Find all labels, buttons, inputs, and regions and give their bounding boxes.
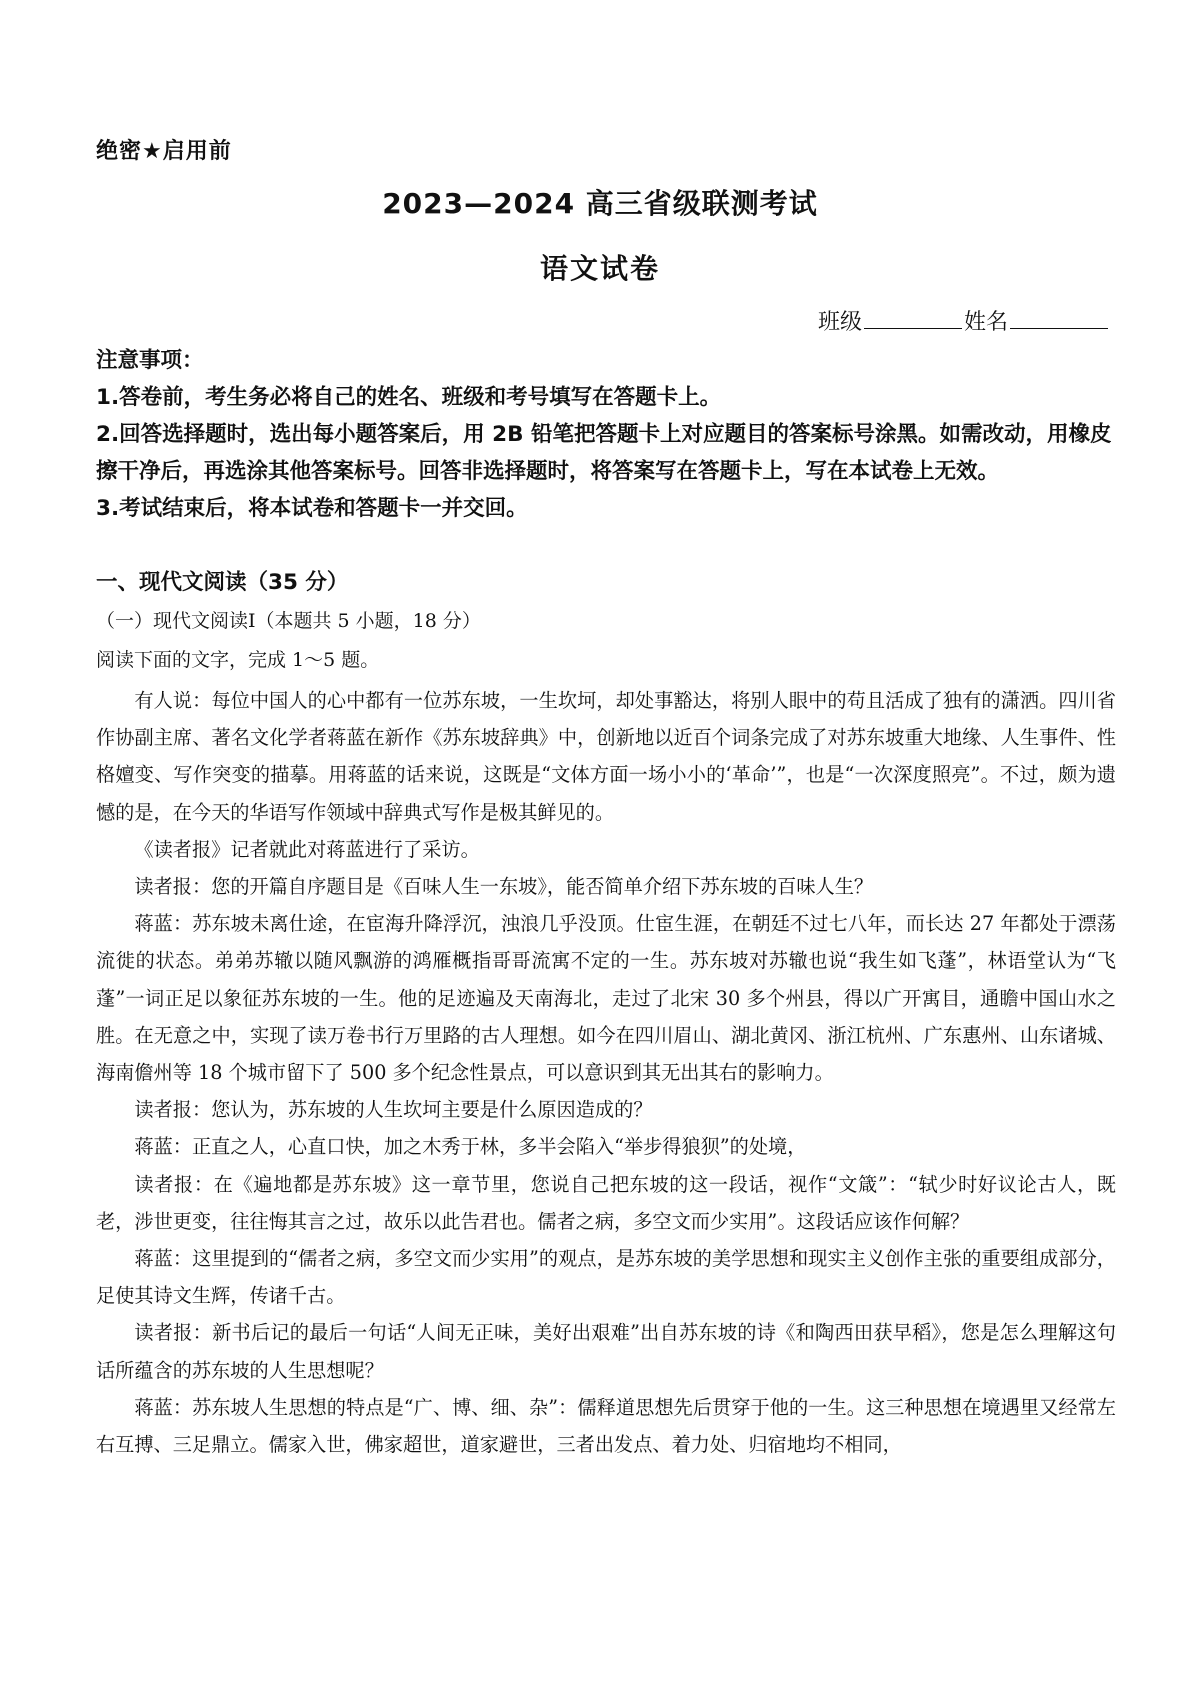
section-title: 一、现代文阅读（35 分） — [96, 570, 349, 595]
name-label: 姓名 — [963, 310, 1008, 335]
passage-paragraph: 读者报：您的开篇自序题目是《百味人生一东坡》，能否简单介绍下苏东坡的百味人生？ — [134, 875, 874, 899]
class-blank — [864, 308, 962, 329]
passage-paragraph: 《读者报》记者就此对蒋蓝进行了采访。 — [134, 837, 480, 861]
passage-paragraph: 读者报：新书后记的最后一句话“人间无正味，美好出艰难”出自苏东坡的诗《和陶西田获早稻》，您是怎么理解这句话所蕴含的苏东坡的人生思想呢？ — [96, 1321, 1116, 1382]
class-name-line — [818, 305, 1110, 336]
name-blank — [1010, 308, 1108, 329]
note-item: 3.考试结束后，将本试卷和答题卡一并交回。 — [96, 496, 528, 521]
passage-paragraph: 读者报：您认为，苏东坡的人生坎坷主要是什么原因造成的？ — [134, 1098, 653, 1122]
passage-paragraph: 蒋蓝：正直之人，心直口快，加之木秀于林，多半会陷入“举步得狼狈”的处境， — [134, 1135, 807, 1159]
confidential-label: 绝密★启用前 — [96, 139, 232, 164]
note-item: 1.答卷前，考生务必将自己的姓名、班级和考号填写在答题卡上。 — [96, 385, 722, 410]
notes-section — [96, 342, 1116, 527]
reading-instruction: 阅读下面的文字，完成 1～5 题。 — [96, 649, 380, 671]
passage-paragraph: 有人说：每位中国人的心中都有一位苏东坡，一生坎坷，却处事豁达，将别人眼中的苟且活成了独有的潇洒。四川省作协副主席、著名文化学者蒋蓝在新作《苏东坡辞典》中，创新地以近百个词条完成了对苏东坡重大地缘、人生事件、性格嬗变、写作突变的描摹。用蒋蓝的话来说，这既是“文体方面一场小小的‘革命’”，也是“一次深度照亮”。不过，颇为遗憾的是，在今天的华语写作领域中辞典式写作是极其鲜见的。 — [96, 689, 1116, 824]
sub-section-title: （一）现代文阅读Ⅰ（本题共 5 小题，18 分） — [96, 610, 481, 632]
passage-paragraph: 蒋蓝：苏东坡未离仕途，在宦海升降浮沉，浊浪几乎没顶。仕宦生涯，在朝廷不过七八年，而长达 27 年都处于漂荡流徙的状态。弟弟苏辙以随风飘游的鸿雁概指哥哥流寓不定的一生。苏东坡对苏辙也说“我生如飞蓬”，林语堂认为“飞蓬”一词正足以象征苏东坡的一生。他的足迹遍及天南海北，走过了北宋 30 多个州县，得以广开寓目，通瞻中国山水之胜。在无意之中，实现了读万卷书行万里路的古人理想。如今在四川眉山、湖北黄冈、浙江杭州、广东惠州、山东诸城、海南儋州等 18 个城市留下了 500 多个纪念性景点，可以意识到其无出其右的影响力。 — [96, 912, 1116, 1085]
exam-title: 2023—2024 高三省级联测考试 — [382, 187, 818, 220]
class-label: 班级 — [817, 310, 862, 335]
passage-paragraph: 蒋蓝：这里提到的“儒者之病，多空文而少实用”的观点，是苏东坡的美学思想和现实主义创作主张的重要组成部分，足使其诗文生辉，传诸千古。 — [96, 1247, 1116, 1308]
note-item: 2.回答选择题时，选出每小题答案后，用 2B 铅笔把答题卡上对应题目的答案标号涂黑。如需改动，用橡皮擦干净后，再选涂其他答案标号。回答非选择题时，将答案写在答题卡上，写在本试卷上无效。 — [96, 422, 1112, 484]
passage — [96, 682, 1116, 1463]
exam-subtitle: 语文试卷 — [539, 252, 660, 285]
passage-paragraph: 读者报：在《遍地都是苏东坡》这一章节里，您说自己把东坡的这一段话，视作“文箴”：“轼少时好议论古人，既老，涉世更变，往往悔其言之过，故乐以此告君也。儒者之病，多空文而少实用”。这段话应该作何解？ — [96, 1172, 1116, 1233]
notes-heading: 注意事项： — [96, 348, 204, 373]
passage-paragraph: 蒋蓝：苏东坡人生思想的特点是“广、博、细、杂”：儒释道思想先后贯穿于他的一生。这三种思想在境遇里又经常左右互搏、三足鼎立。儒家入世，佛家超世，道家避世，三者出发点、着力处、归宿地均不相同， — [96, 1395, 1116, 1457]
